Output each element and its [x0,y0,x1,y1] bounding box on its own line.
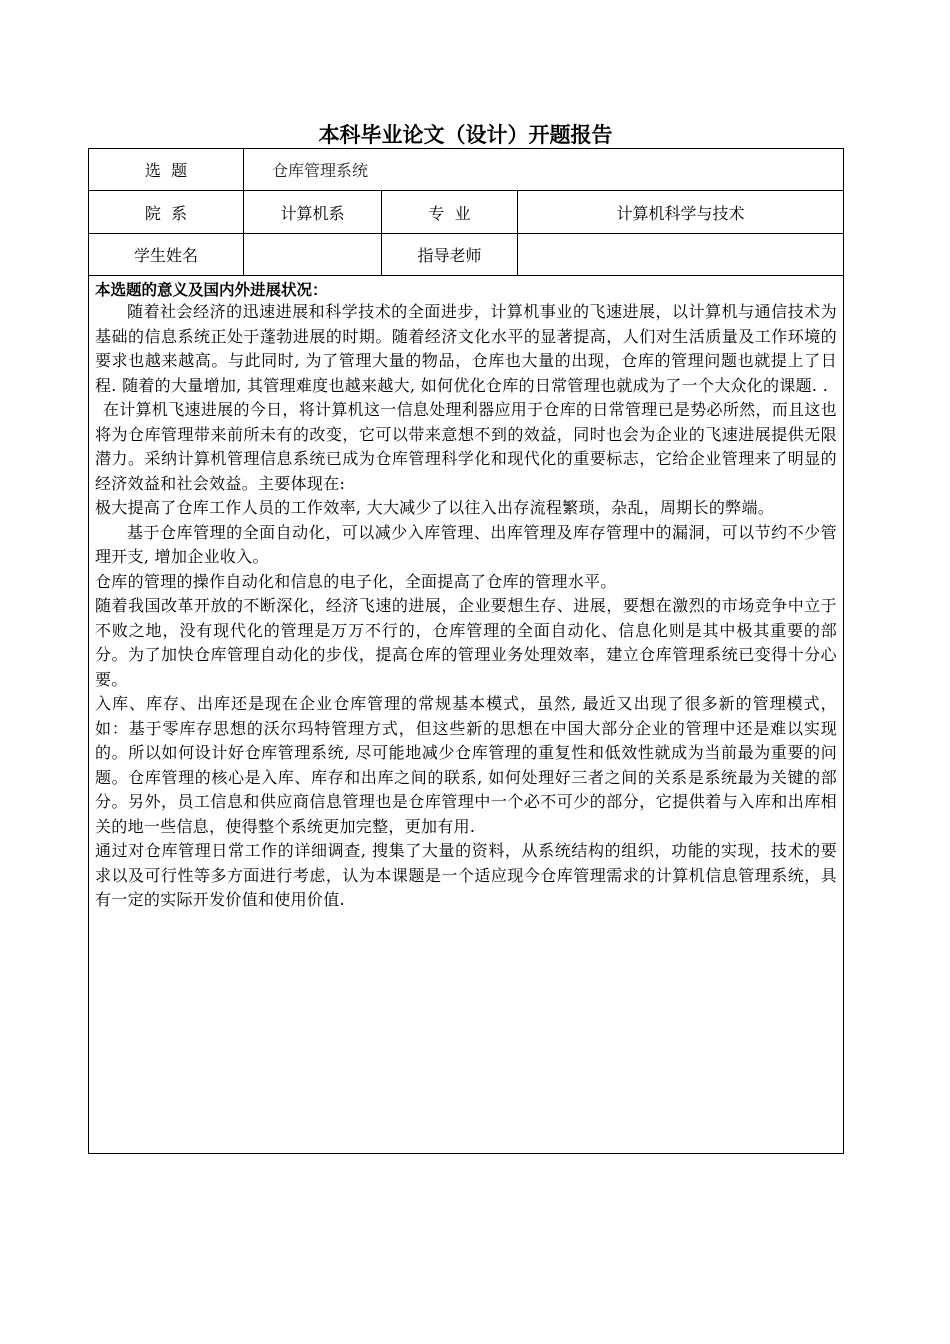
body-section [89,276,844,1154]
advisor-value [518,234,844,276]
department-label: 院 系 [89,191,244,234]
body-paragraph: 入库、库存、出库还是现在企业仓库管理的常规基本模式，虽然, 最近又出现了很多新的管理模式，如：基于零库存思想的沃尔玛特管理方式，但这些新的思想在中国大部分企业的管理中还是难以实现的。所以如何设计好仓库管理系统, 尽可能地减少仓库管理的重复性和低效性就成为当前最为重要的问题。仓库管理的核心是入库、库存和出库之间的联系, 如何处理好三者之间的关系是系统最为关键的部分。另外，员工信息和供应商信息管理也是仓库管理中一个必不可少的部分，它提供着与入库和出库相关的地一些信息，使得整个系统更加完整，更加有用. [95,694,837,836]
major-value: 计算机科学与技术 [518,191,844,234]
proposal-form-table [88,148,844,1154]
department-value: 计算机系 [244,191,382,234]
advisor-label: 指导老师 [382,234,518,276]
student-name-value [244,234,382,276]
student-row [89,234,844,276]
topic-row [89,149,844,191]
department-row [89,191,844,234]
body-paragraph: 随着我国改革开放的不断深化，经济飞速的进展，企业要想生存、进展，要想在激烈的市场竞争中立于不败之地，没有现代化的管理是万万不行的，仓库管理的全面自动化、信息化则是其中极其重要的部分。为了加快仓库管理自动化的步伐，提高仓库的管理业务处理效率，建立仓库管理系统已变得十分心要。 [95,596,837,689]
major-label: 专 业 [382,191,518,234]
body-paragraph: 随着社会经济的迅速进展和科学技术的全面进步，计算机事业的飞速进展，以计算机与通信技术为基础的信息系统正处于蓬勃进展的时期。随着经济文化水平的显著提高，人们对生活质量及工作环境的要求也越来越高。与此同时, 为了管理大量的物品，仓库也大量的出现，仓库的管理问题也就提上了日程. 随着的大量增加, 其管理难度也越来越大, 如何优化仓库的日常管理也就成为了一个大众化的课题. . [95,302,837,395]
section-heading: 本选题的意义及国内外进展状况： [95,281,328,299]
student-name-label: 学生姓名 [89,234,244,276]
body-row [89,276,844,1154]
body-paragraph: 仓库的管理的操作自动化和信息的电子化，全面提高了仓库的管理水平。 [95,571,617,591]
topic-label: 选 题 [89,149,244,191]
topic-value: 仓库管理系统 [244,149,844,191]
body-paragraph: 基于仓库管理的全面自动化，可以减少入库管理、出库管理及库存管理中的漏洞，可以节约不少管理开支, 增加企业收入。 [95,522,837,566]
body-paragraph: 极大提高了仓库工作人员的工作效率, 大大减少了以往入出存流程繁琐，杂乱，周期长的弊端。 [95,498,775,517]
body-paragraph: 在计算机飞速进展的今日，将计算机这一信息处理利器应用于仓库的日常管理已是势必所然，而且这也将为仓库管理带来前所未有的改变，它可以带来意想不到的效益，同时也会为企业的飞速进展提供无限潜力。采纳计算机管理信息系统已成为仓库管理科学化和现代化的重要标志，它给企业管理来了明显的经济效益和社会效益。主要体现在: [95,400,837,493]
body-paragraph: 通过对仓库管理日常工作的详细调查, 搜集了大量的资料，从系统结构的组织，功能的实现，技术的要求以及可行性等多方面进行考虑，认为本课题是一个适应现今仓库管理需求的计算机信息管理系统，具有一定的实际开发价值和使用价值. [95,841,837,909]
document-title: 本科毕业论文（设计）开题报告 [318,123,613,147]
